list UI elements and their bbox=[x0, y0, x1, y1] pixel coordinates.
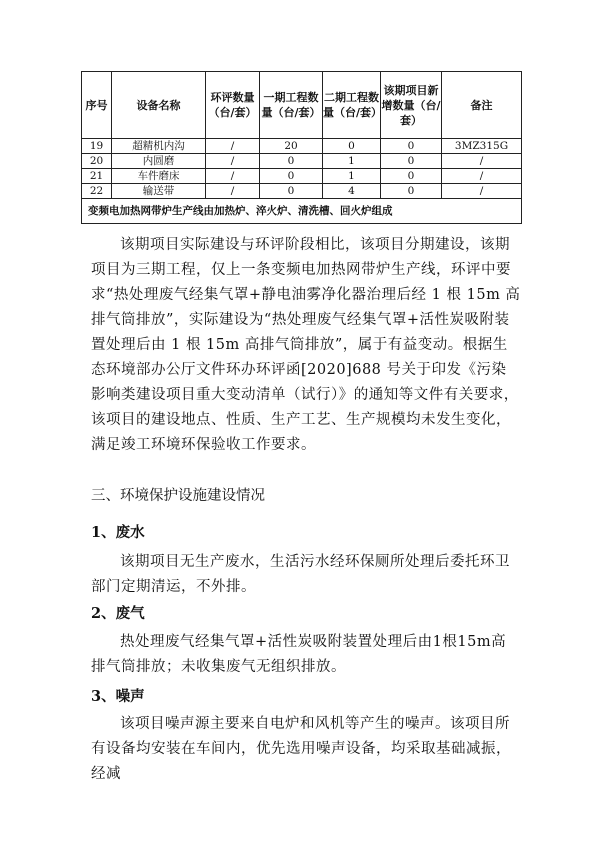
table-cell: 0 bbox=[381, 139, 442, 154]
paragraph-text: 热处理废气经集气罩+活性炭吸附装置处理后由1根15m高排气筒排放；未收集废气无组织排放。 bbox=[91, 634, 507, 675]
table-cell: 20 bbox=[82, 154, 112, 169]
table-cell: 4 bbox=[323, 184, 381, 199]
table-cell: 0 bbox=[381, 169, 442, 184]
paragraph-text: 该期项目无生产废水，生活污水经环保厕所处理后委托环卫部门定期清运，不外排。 bbox=[91, 554, 510, 595]
table-cell: 20 bbox=[260, 139, 323, 154]
table-cell: / bbox=[206, 154, 260, 169]
table-row bbox=[82, 169, 522, 184]
table-cell: 0 bbox=[260, 169, 323, 184]
table-cell: 输送带 bbox=[112, 184, 206, 199]
paragraph-wastewater bbox=[91, 550, 521, 600]
table-row bbox=[82, 184, 522, 199]
table-cell: / bbox=[442, 169, 522, 184]
table-cell: 车件磨床 bbox=[112, 169, 206, 184]
table-row bbox=[82, 139, 522, 154]
header-cell: 环评数量（台/套） bbox=[206, 72, 260, 139]
table-cell: 0 bbox=[381, 154, 442, 169]
paragraph-text: 该期项目实际建设与环评阶段相比，该项目分期建设，该期项目为三期工程，仅上一条变频电加热网带炉生产线，环评中要求“热处理废气经集气罩+静电油雾净化器治理后经 1 根 15m 高排气筒排放”，实际建设为“热处理废气经集气罩+活性炭吸附装置处理后由 1 根 15m 高排气筒排放”，属于有益变动。根据生态环境部办公厅文件环办环评函[2020]688 号关于印发《污染影响类建设项目重大变动清单（试行）》的通知等文件有关要求，该项目的建设地点、性质、生产工艺、生产规模均未发生变化，满足竣工环境环保验收工作要求。 bbox=[91, 237, 521, 453]
subsection-heading-noise: 3、噪声 bbox=[91, 688, 145, 705]
table-cell: 0 bbox=[260, 154, 323, 169]
header-cell: 备注 bbox=[442, 72, 522, 139]
table-note: 变频电加热网带炉生产线由加热炉、淬火炉、清洗槽、回火炉组成 bbox=[82, 199, 522, 224]
paragraph-text: 该项目噪声源主要来自电炉和风机等产生的噪声。该项目所有设备均安装在车间内，优先选用噪声设备，均采取基础减振，经减 bbox=[91, 716, 511, 782]
table-cell: 0 bbox=[323, 139, 381, 154]
header-cell: 一期工程数量（台/套） bbox=[260, 72, 323, 139]
table-cell: 内圆磨 bbox=[112, 154, 206, 169]
paragraph-noise bbox=[91, 712, 521, 787]
header-cell: 该期项目新增数量（台/套） bbox=[381, 72, 442, 139]
table-cell: 21 bbox=[82, 169, 112, 184]
table-cell: 19 bbox=[82, 139, 112, 154]
table-cell: / bbox=[206, 184, 260, 199]
table-cell: / bbox=[206, 139, 260, 154]
table-cell: 0 bbox=[260, 184, 323, 199]
equipment-table bbox=[81, 71, 522, 224]
paragraph-exhaust bbox=[91, 630, 521, 680]
table-cell: / bbox=[206, 169, 260, 184]
header-cell: 二期工程数量（台/套） bbox=[323, 72, 381, 139]
paragraph-project-change bbox=[91, 233, 521, 458]
table-cell: 超精机内沟 bbox=[112, 139, 206, 154]
subsection-heading-wastewater: 1、废水 bbox=[91, 524, 145, 541]
subsection-heading-exhaust: 2、废气 bbox=[91, 605, 145, 622]
section-heading: 三、环境保护设施建设情况 bbox=[91, 488, 265, 504]
table-cell: / bbox=[442, 154, 522, 169]
table-header-row bbox=[82, 72, 522, 139]
table-row bbox=[82, 154, 522, 169]
header-cell: 设备名称 bbox=[112, 72, 206, 139]
table-note-row bbox=[82, 199, 522, 224]
table-cell: / bbox=[442, 184, 522, 199]
table-cell: 0 bbox=[381, 184, 442, 199]
table-cell: 1 bbox=[323, 154, 381, 169]
table-cell: 3MZ315G bbox=[442, 139, 522, 154]
header-cell: 序号 bbox=[82, 72, 112, 139]
table-cell: 22 bbox=[82, 184, 112, 199]
table-cell: 1 bbox=[323, 169, 381, 184]
